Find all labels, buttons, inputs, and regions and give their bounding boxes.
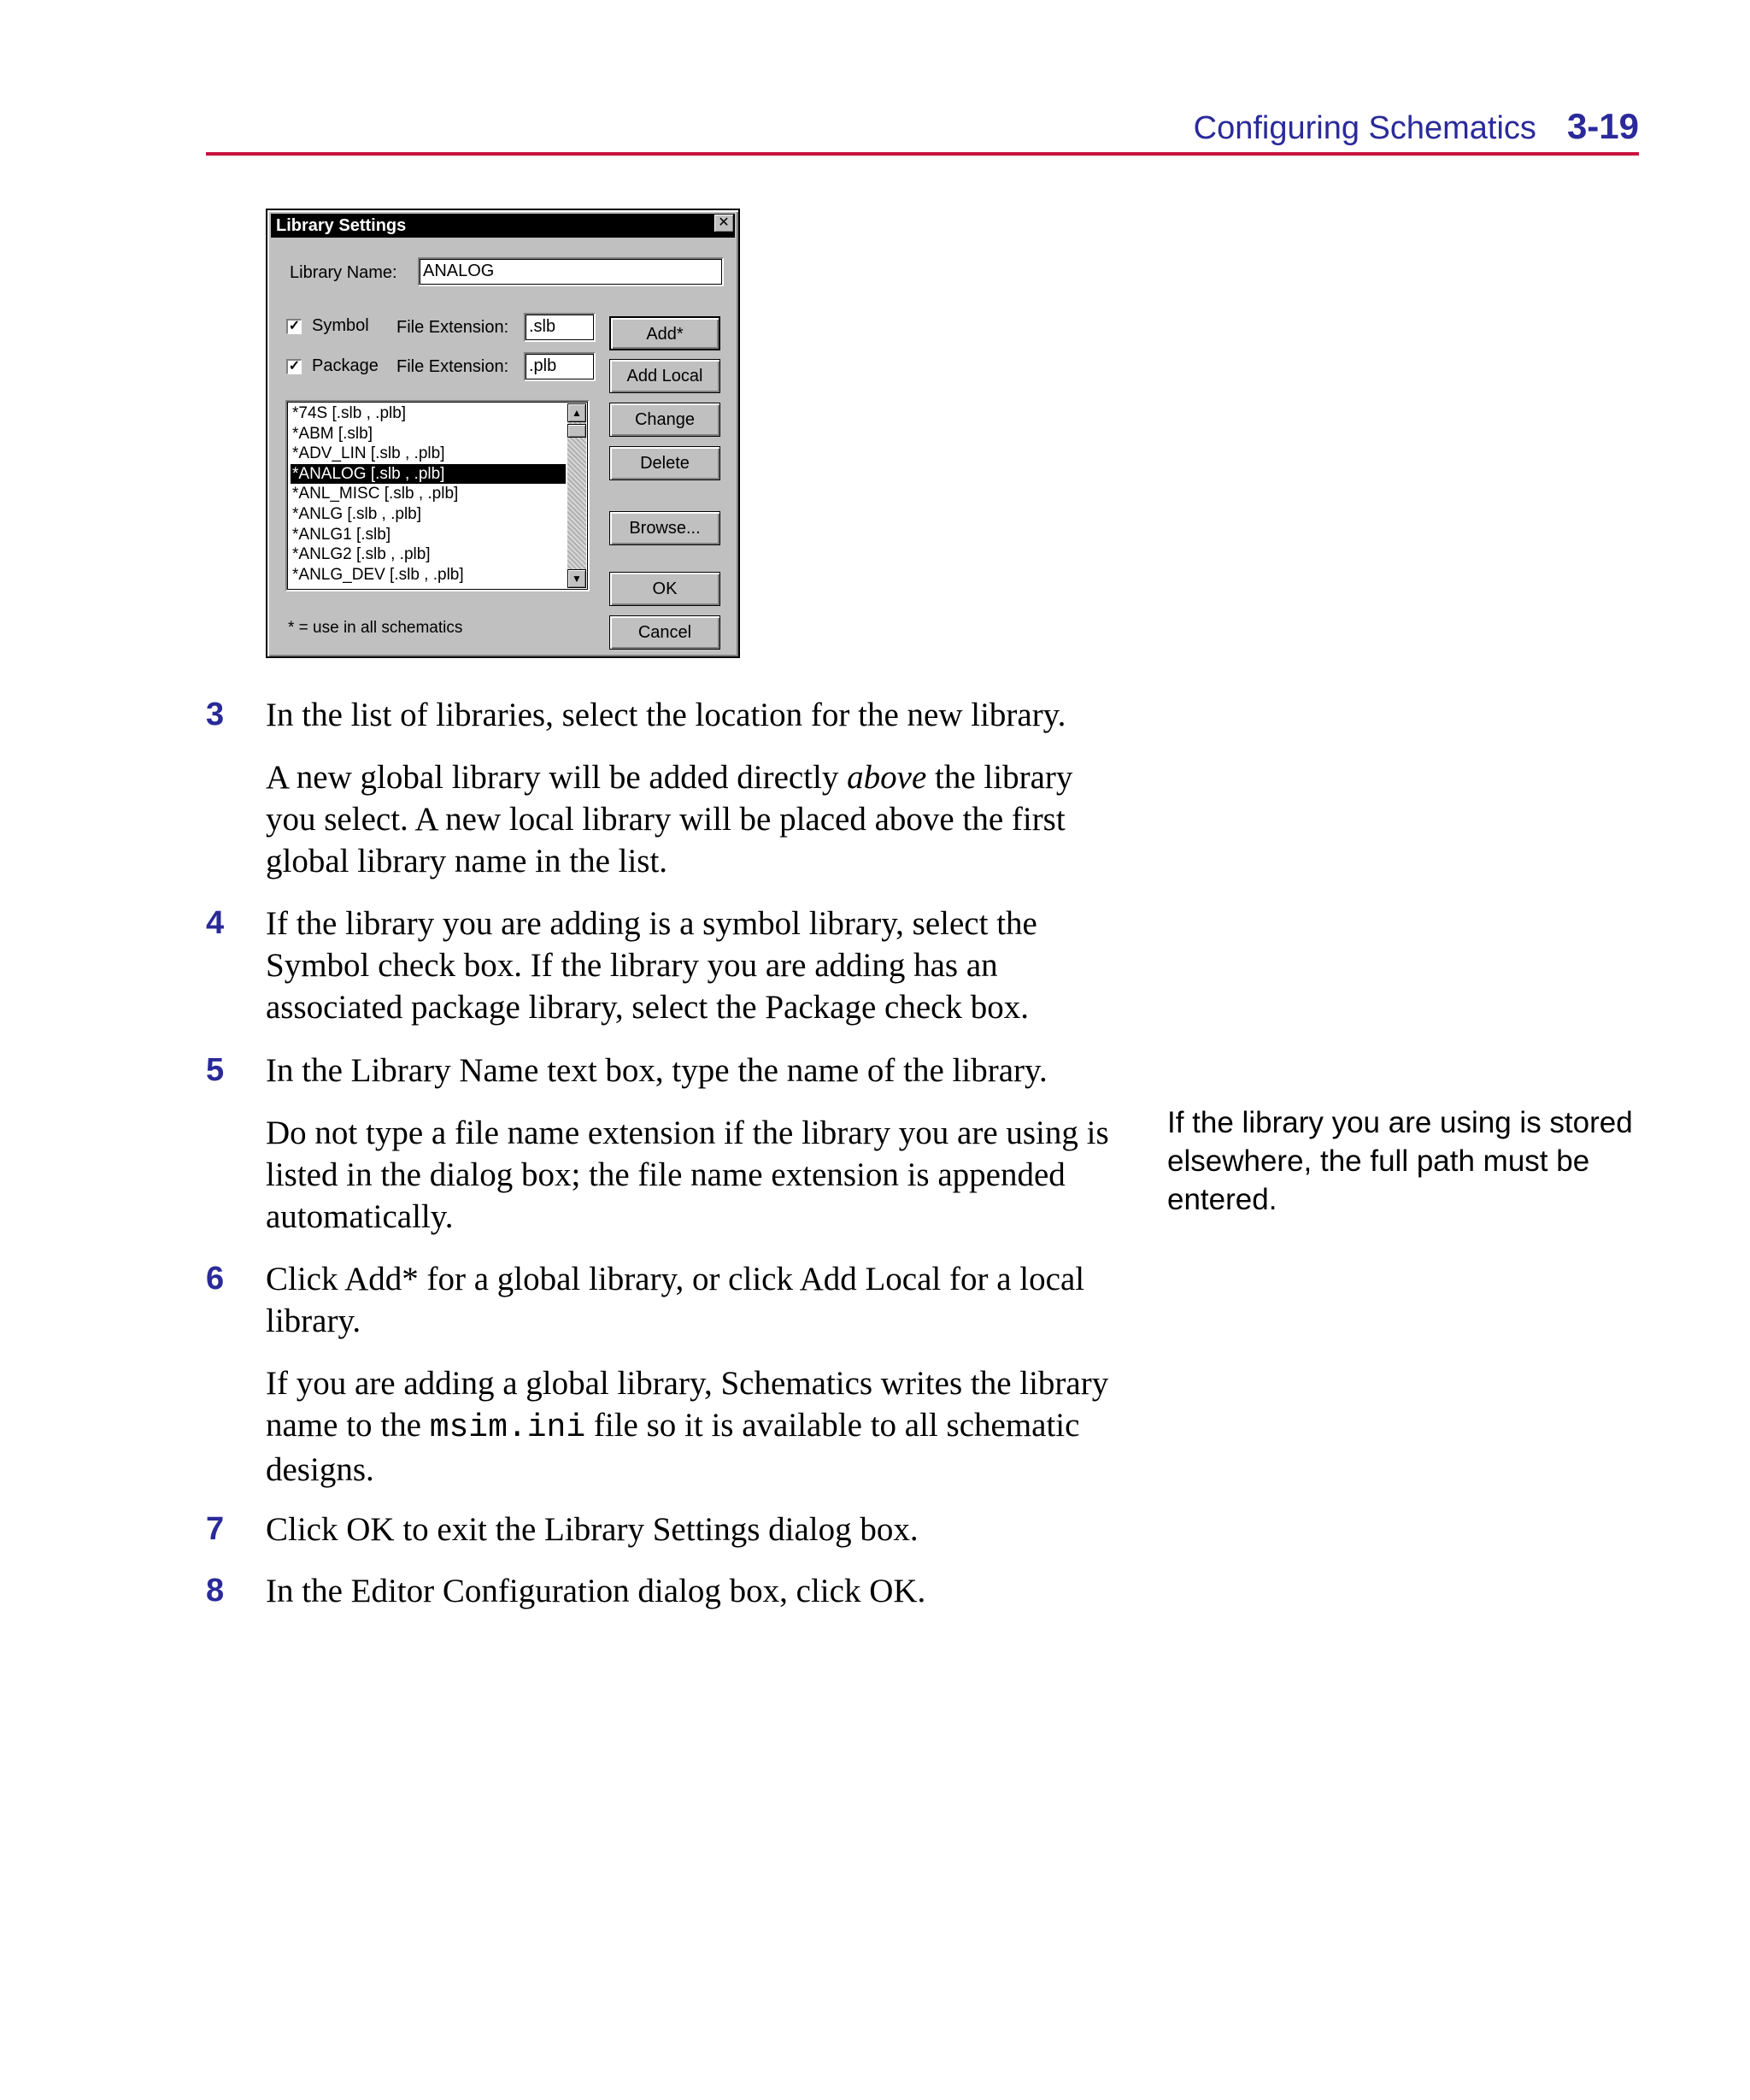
step-3-note	[266, 756, 1129, 882]
step-text: In the list of libraries, select the location for the new library.	[266, 697, 1066, 733]
library-list-items	[291, 403, 566, 585]
list-item[interactable]: *ANL_MISC [.slb , .plb]	[292, 485, 459, 503]
step-text: In the Library Name text box, type the name of the library.	[266, 1052, 1048, 1089]
close-icon[interactable]: ✕	[714, 214, 734, 232]
step-3-note-a: A new global library will be added directly	[266, 759, 848, 796]
symbol-extension-input[interactable]: .slb	[524, 313, 596, 342]
step-3-note-emphasis: above	[847, 759, 927, 796]
list-item[interactable]: *ANLG_DEV [.slb , .plb]	[292, 565, 464, 584]
step-text: If the library you are adding is a symbol library, select the Symbol check box. If the library you are adding has an associated package library, select the Package check box.	[266, 905, 1037, 1026]
dialog-footnote: * = use in all schematics	[288, 619, 463, 637]
scroll-thumb[interactable]	[567, 424, 586, 438]
list-item[interactable]: *74S [.slb , .plb]	[292, 404, 407, 422]
step-3-note-b: the library you select. A new local library will be placed above the first global library name in the list.	[266, 759, 1073, 879]
step-6-note-a: If you are adding a global library, Schematics writes the library name to the	[266, 1365, 1109, 1444]
list-item[interactable]: *ADV_LIN [.slb , .plb]	[292, 444, 445, 463]
step-number: 6	[206, 1261, 225, 1297]
step-text: In the Editor Configuration dialog box, click OK.	[266, 1573, 926, 1609]
symbol-file-extension-label: File Extension:	[396, 318, 509, 337]
delete-button[interactable]: Delete	[609, 446, 720, 480]
step-number: 7	[206, 1511, 225, 1547]
page-number: 3-19	[1566, 106, 1639, 146]
ini-filename: msim.ini	[429, 1409, 586, 1446]
browse-button[interactable]: Browse...	[609, 511, 720, 545]
list-item[interactable]: *ANLG2 [.slb , .plb]	[292, 545, 431, 564]
step-number: 4	[206, 905, 225, 941]
step-6-note-b: file so it is available to all schematic designs.	[266, 1407, 1080, 1488]
package-label: Package	[312, 356, 379, 375]
add-local-button[interactable]: Add Local	[609, 359, 720, 393]
list-item[interactable]: *ANLG1 [.slb]	[292, 525, 391, 544]
symbol-checkbox[interactable]: ✓	[286, 319, 302, 334]
symbol-label: Symbol	[312, 316, 369, 335]
list-item-selected[interactable]: *ANALOG [.slb , .plb]	[291, 464, 566, 485]
package-checkbox[interactable]: ✓	[286, 359, 302, 374]
step-number: 5	[206, 1052, 225, 1088]
list-scrollbar[interactable]	[567, 403, 586, 588]
list-item[interactable]: *ANLG [.slb , .plb]	[292, 504, 422, 523]
library-list[interactable]	[285, 400, 590, 591]
step-6-note	[266, 1362, 1129, 1491]
dialog-title: Library Settings	[276, 216, 407, 235]
margin-note: If the library you are using is stored elsewhere, the full path must be entered.	[1167, 1106, 1633, 1216]
scroll-up-icon[interactable]: ▲	[567, 403, 586, 422]
library-name-input[interactable]: ANALOG	[418, 257, 724, 286]
library-settings-dialog	[266, 209, 740, 658]
library-name-label: Library Name:	[290, 263, 397, 282]
package-extension-input[interactable]: .plb	[524, 352, 596, 381]
step-text: Click OK to exit the Library Settings dialog box.	[266, 1511, 919, 1548]
step-5-note: Do not type a file name extension if the library you are using is listed in the dialog box; the file name extension is appended automatically.	[266, 1115, 1109, 1235]
cancel-button[interactable]: Cancel	[609, 615, 720, 650]
running-header	[206, 101, 1639, 156]
add-button[interactable]: Add*	[609, 316, 720, 350]
scroll-down-icon[interactable]: ▼	[567, 569, 586, 588]
dialog-title-bar	[271, 214, 735, 238]
list-item[interactable]: *ABM [.slb]	[292, 424, 373, 443]
package-file-extension-label: File Extension:	[396, 357, 509, 376]
change-button[interactable]: Change	[609, 403, 720, 437]
section-title: Configuring Schematics	[1193, 110, 1536, 146]
step-number: 3	[206, 697, 225, 732]
ok-button[interactable]: OK	[609, 572, 720, 606]
step-number: 8	[206, 1573, 225, 1609]
step-text: Click Add* for a global library, or click Add Local for a local library.	[266, 1261, 1085, 1339]
